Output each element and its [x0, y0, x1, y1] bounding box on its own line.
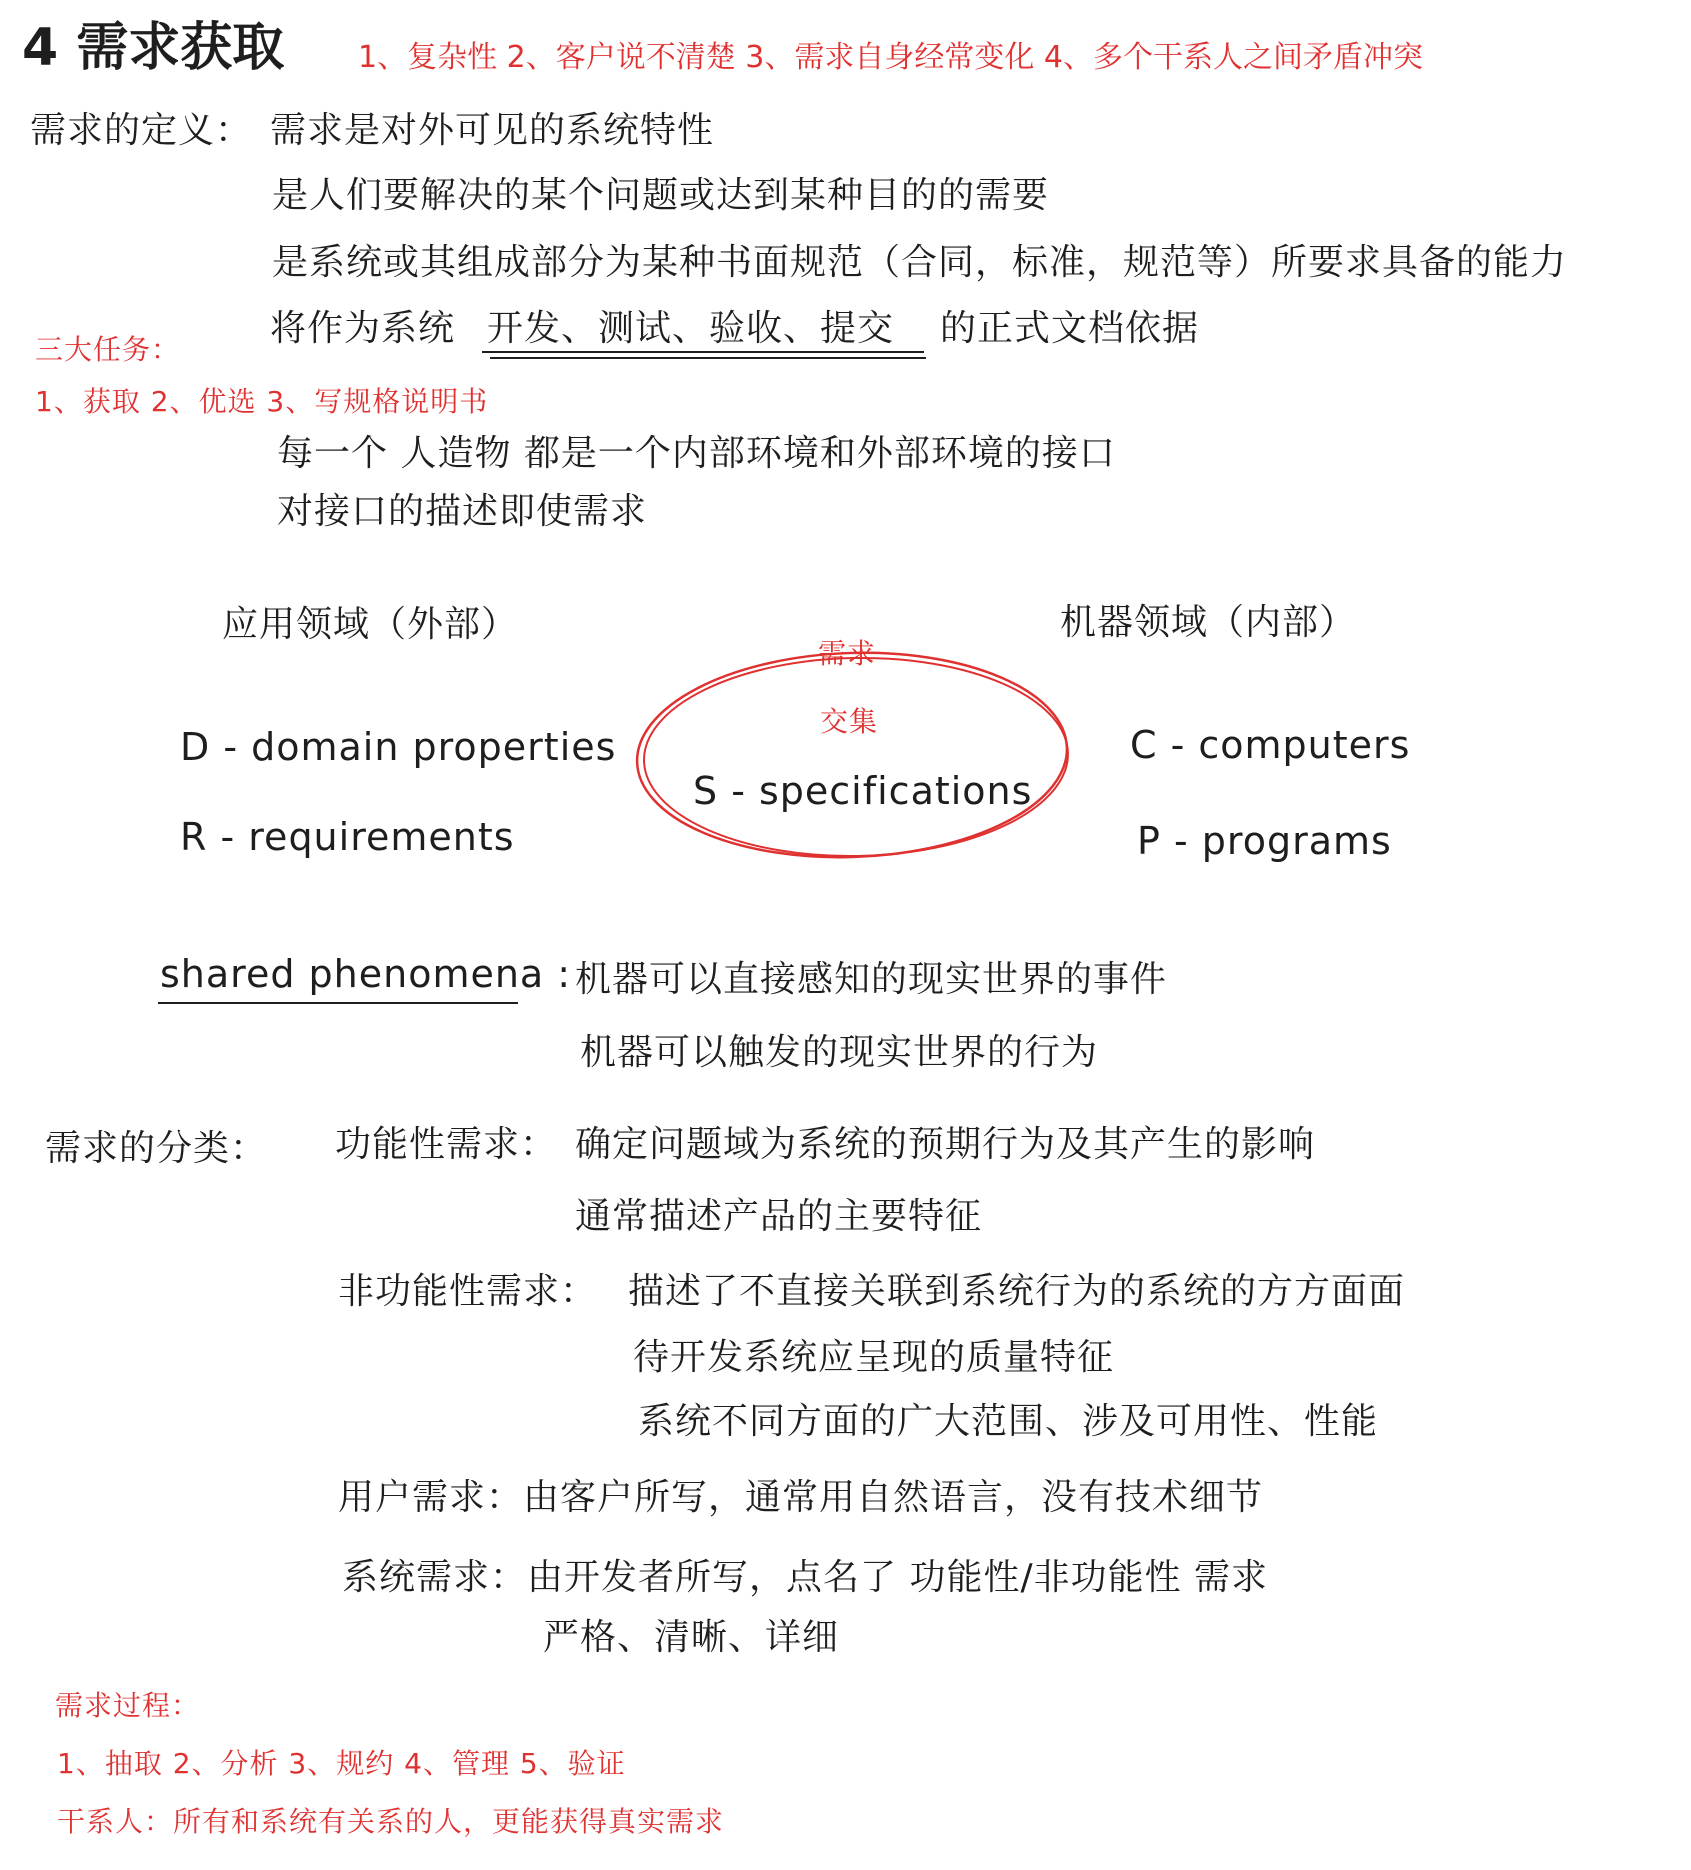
nonfunctional-line-1: 描述了不直接关联到系统行为的系统的方方面面: [628, 1271, 1406, 1312]
domain-properties-label: D - domain properties: [180, 725, 617, 769]
tasks-label: 三大任务：: [35, 333, 181, 366]
classification-label: 需求的分类：: [45, 1128, 268, 1169]
definition-basis-underlined: 开发、测试、验收、提交: [487, 308, 895, 349]
definition-line-2: 是人们要解决的某个问题或达到某种目的的需要: [272, 175, 1050, 216]
system-requirement-line-2: 严格、清晰、详细: [543, 1617, 840, 1658]
page-title: 4 需求获取: [22, 18, 285, 78]
center-requirement-label: 需求: [818, 637, 877, 670]
shared-phenomena-underline: [158, 1002, 518, 1004]
interface-line-1: 每一个 人造物 都是一个内部环境和外部环境的接口: [277, 433, 1116, 474]
nonfunctional-line-2: 待开发系统应呈现的质量特征: [633, 1337, 1115, 1378]
shared-phenomena-label: shared phenomena :: [160, 952, 572, 996]
definition-basis-prefix: 将作为系统: [270, 308, 456, 349]
definition-line-3: 是系统或其组成部分为某种书面规范（合同，标准，规范等）所要求具备的能力: [272, 242, 1568, 283]
definition-line-1: 需求是对外可见的系统特性: [270, 110, 715, 151]
shared-line-2: 机器可以触发的现实世界的行为: [580, 1032, 1099, 1073]
machine-domain-heading: 机器领域（内部）: [1060, 602, 1357, 643]
functional-line-1: 确定问题域为系统的预期行为及其产生的影响: [575, 1124, 1316, 1165]
system-requirement-line: 系统需求：由开发者所写，点名了 功能性/非功能性 需求: [342, 1557, 1269, 1598]
tasks-items: 1、获取 2、优选 3、写规格说明书: [35, 385, 489, 418]
programs-label: P - programs: [1137, 819, 1392, 863]
functional-label: 功能性需求：: [335, 1124, 558, 1165]
interface-line-2: 对接口的描述即使需求: [277, 491, 648, 532]
user-requirement-line: 用户需求：由客户所写，通常用自然语言，没有技术细节: [338, 1477, 1264, 1518]
computers-label: C - computers: [1130, 723, 1411, 767]
requirements-label: R - requirements: [180, 815, 515, 859]
application-domain-heading: 应用领域（外部）: [222, 604, 519, 645]
stakeholder-note: 干系人：所有和系统有关系的人，更能获得真实需求: [57, 1805, 725, 1838]
definition-basis-suffix: 的正式文档依据: [940, 308, 1200, 349]
specifications-label: S - specifications: [693, 769, 1033, 813]
process-label: 需求过程：: [55, 1689, 201, 1722]
shared-line-1: 机器可以直接感知的现实世界的事件: [575, 959, 1168, 1000]
nonfunctional-line-3: 系统不同方面的广大范围、涉及可用性、性能: [638, 1401, 1379, 1442]
process-steps: 1、抽取 2、分析 3、规约 4、管理 5、验证: [57, 1747, 626, 1780]
functional-line-2: 通常描述产品的主要特征: [575, 1196, 983, 1237]
nonfunctional-label: 非功能性需求：: [338, 1271, 598, 1312]
definition-label: 需求的定义：: [30, 110, 253, 151]
center-intersection-label: 交集: [820, 705, 879, 738]
difficulties-note: 1、复杂性 2、客户说不清楚 3、需求自身经常变化 4、多个干系人之间矛盾冲突: [358, 40, 1423, 75]
